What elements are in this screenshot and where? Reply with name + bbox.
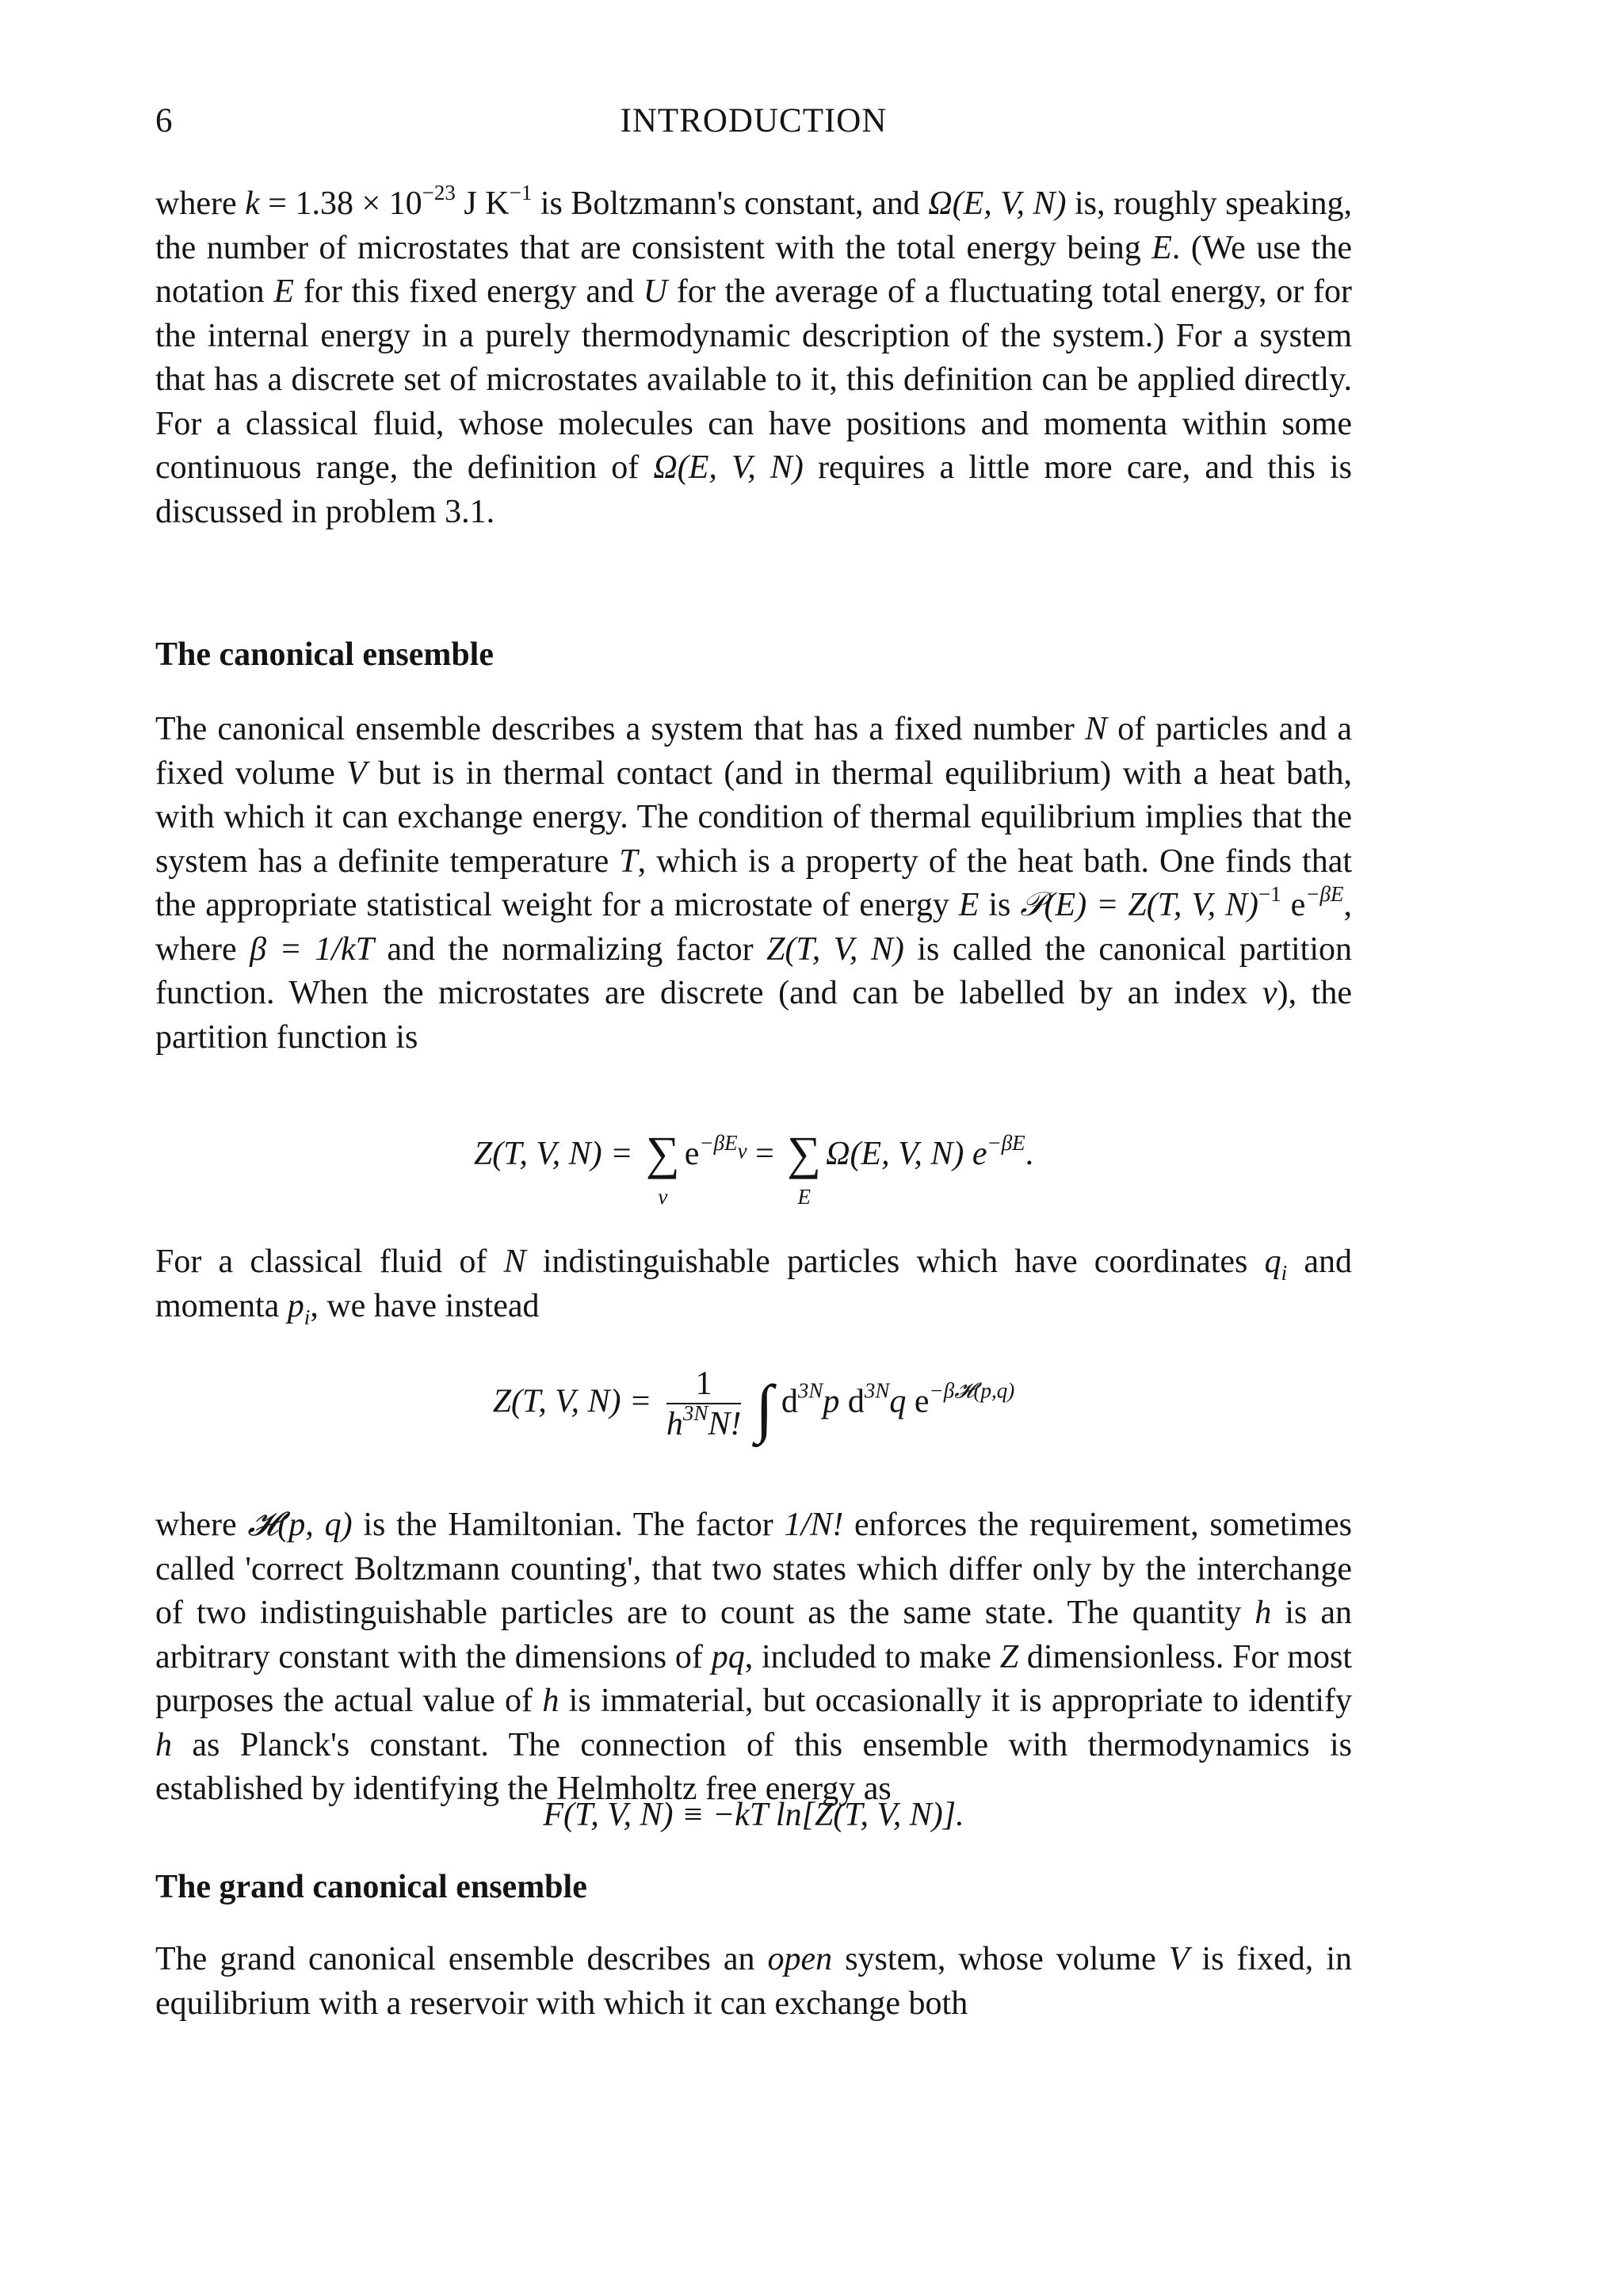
paragraph-grand-canonical-ensemble: The grand canonical ensemble describes an open system, whose volume V is fixed, in equilibrium with a reservoir with which it can exchange both [155, 1941, 1353, 2022]
paragraph-hamiltonian: where 𝓗(p, q) is the Hamiltonian. The factor 1/N! enforces the requirement, sometimes called 'correct Boltzmann counting', that two states which differ only by the interchange of two indistinguishable particles are to count as the same state. The quantity h is an arbitrary constant with the dimensions of pq, included to make Z dimensionless. For most purposes the actual value of h is immaterial, but occasionally it is appropriate to identify h as Planck's constant. The connection of this ensemble with thermodynamics is established by identifying the Helmholtz free energy as [155, 1507, 1353, 1807]
section-heading-canonical: The canonical ensemble [155, 636, 494, 673]
paragraph-classical-fluid: For a classical fluid of N indistinguishable particles which have coordinates $q_i$ and momenta $p_i$, we have instead [155, 1244, 1352, 1329]
section-heading-grand-canonical: The grand canonical ensemble [155, 1869, 587, 1905]
page-number: 6 [155, 102, 173, 139]
paragraph-canonical-ensemble: The canonical ensemble describes a system that has a fixed number N of particles and a fixed volume V but is in thermal contact (and in thermal equilibrium) with a heat bath, with which it can exchange energy. The condition of thermal equilibrium implies that the system has a definite temperature T, which is a property of the heat bath. One finds that the appropriate statistical weight for a microstate of energy E is 𝒫(E) = Z(T, V, N)$^{-1}$ $e^{-\beta E}$, where β = 1/kT and the normalizing factor Z(T, V, N) is called the canonical partition function. When the microstates are discrete (and can be labelled by an index ν), the partition function is [155, 711, 1353, 1056]
equation-helmholtz-free-energy: F(T, V, N) ≡ −kT ln[Z(T, V, N)]. [543, 1797, 964, 1833]
running-head [155, 101, 1352, 141]
running-title: INTRODUCTION [620, 102, 888, 139]
integral-sign: ∫ [755, 1371, 773, 1444]
equation-partition-function-classical: Z(T, V, N) = $\frac{1}{h^{3N}N!}$ ∫ $d^{3N}p$ $d^{3N}q$ $e^{-\beta 𝓗(p,q)}$ [492, 1366, 1015, 1444]
paragraph-boltzmann-definition: where $k = 1.38 \times 10^{-23}$ J $K^{-1}$ is Boltzmann's constant, and Ω(E, V, N) is, roughly speaking, the number of microstates that are consistent with the total energy being E. (We use the notation E for this fixed energy and U for the average of a fluctuating total energy, or for the internal energy in a purely thermodynamic description of the system.) For a system that has a discrete set of microstates available to it, this definition can be applied directly. For a classical fluid, whose molecules can have positions and momenta within some continuous range, the definition of Ω(E, V, N) requires a little more care, and this is discussed in problem 3.1. [155, 181, 1352, 530]
fraction-1-over-h3n-nfact: $\frac{1}{h^{3N}N!}$ [666, 1366, 742, 1442]
equation-partition-function-discrete: Z(T, V, N) = ∑ ν $e^{-\beta E_\nu}$ = ∑ E Ω(E, V, N) $e^{-\beta E}$. [473, 1127, 1034, 1209]
